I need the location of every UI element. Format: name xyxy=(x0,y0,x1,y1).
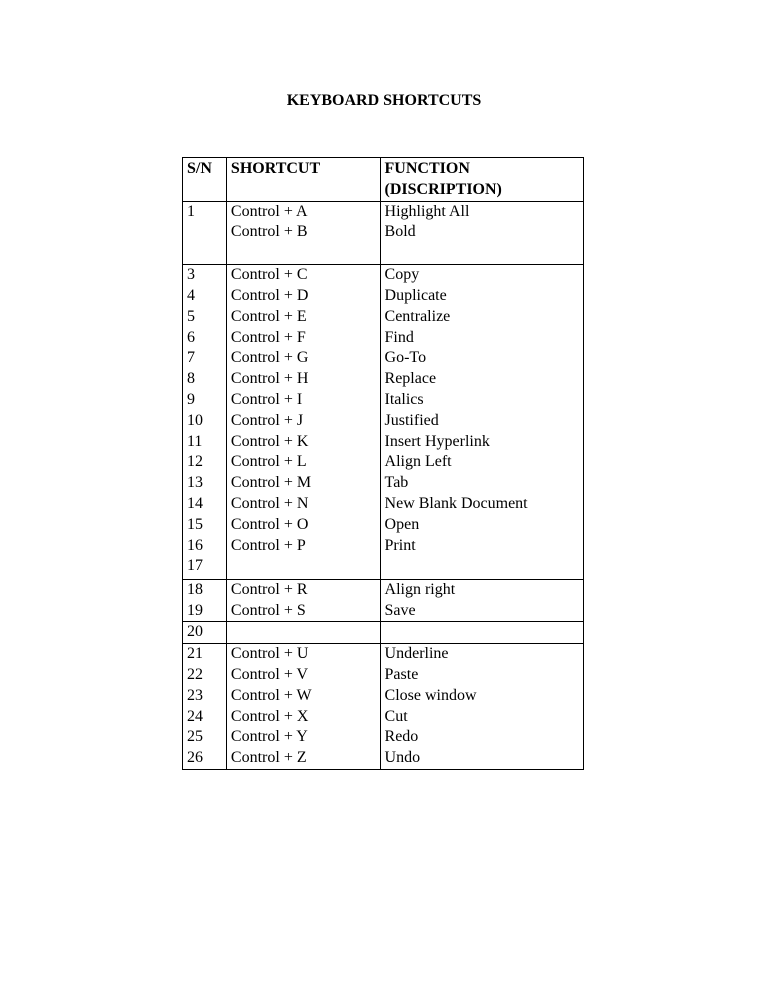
table-row xyxy=(183,601,584,622)
cell-shortcut: Control + K xyxy=(226,432,380,453)
cell-sn: 3 xyxy=(183,265,227,286)
cell-shortcut: Control + S xyxy=(226,601,380,622)
cell-sn: 21 xyxy=(183,644,227,665)
cell-sn: 23 xyxy=(183,686,227,707)
cell-sn: 6 xyxy=(183,328,227,349)
cell-function: Go-To xyxy=(380,348,583,369)
cell-sn: 26 xyxy=(183,748,227,769)
cell-shortcut: Control + I xyxy=(226,390,380,411)
cell-shortcut: Control + H xyxy=(226,369,380,390)
cell-function: Tab xyxy=(380,473,583,494)
table-row xyxy=(183,369,584,390)
cell-function: Find xyxy=(380,328,583,349)
cell-function: Duplicate xyxy=(380,286,583,307)
cell-function: Replace xyxy=(380,369,583,390)
table-row xyxy=(183,494,584,515)
cell-sn: 13 xyxy=(183,473,227,494)
header-sn: S/N xyxy=(183,158,227,202)
table-row xyxy=(183,686,584,707)
cell-shortcut xyxy=(226,622,380,644)
table-row xyxy=(183,328,584,349)
cell-function: Print xyxy=(380,536,583,557)
cell-function: Centralize xyxy=(380,307,583,328)
cell-function: New Blank Document xyxy=(380,494,583,515)
cell-sn: 11 xyxy=(183,432,227,453)
cell-sn: 22 xyxy=(183,665,227,686)
cell-function: Align right xyxy=(380,579,583,600)
cell-sn: 9 xyxy=(183,390,227,411)
cell-sn: 14 xyxy=(183,494,227,515)
cell-function: Italics xyxy=(380,390,583,411)
cell-function: Open xyxy=(380,515,583,536)
cell-shortcut: Control + W xyxy=(226,686,380,707)
cell-function: Redo xyxy=(380,727,583,748)
shortcut-table xyxy=(182,157,584,770)
table-row xyxy=(183,265,584,286)
cell-function: Copy xyxy=(380,265,583,286)
cell-sn: 16 xyxy=(183,536,227,557)
cell-shortcut: Control + A xyxy=(226,201,380,222)
table-row xyxy=(183,515,584,536)
cell-shortcut: Control + E xyxy=(226,307,380,328)
cell-shortcut: Control + O xyxy=(226,515,380,536)
header-function: FUNCTION (DISCRIPTION) xyxy=(380,158,583,202)
cell-sn: 25 xyxy=(183,727,227,748)
cell-shortcut: Control + X xyxy=(226,707,380,728)
cell-shortcut: Control + V xyxy=(226,665,380,686)
cell-function: Bold xyxy=(380,222,583,264)
table-row xyxy=(183,579,584,600)
table-row xyxy=(183,707,584,728)
cell-sn: 7 xyxy=(183,348,227,369)
cell-function: Underline xyxy=(380,644,583,665)
cell-shortcut: Control + U xyxy=(226,644,380,665)
table-row xyxy=(183,665,584,686)
cell-function xyxy=(380,622,583,644)
cell-function: Close window xyxy=(380,686,583,707)
cell-sn: 1 xyxy=(183,201,227,222)
cell-sn: 20 xyxy=(183,622,227,644)
table-row xyxy=(183,556,584,579)
table-row xyxy=(183,432,584,453)
table-row xyxy=(183,622,584,644)
table-row xyxy=(183,390,584,411)
cell-sn: 17 xyxy=(183,556,227,579)
cell-shortcut: Control + J xyxy=(226,411,380,432)
table-row xyxy=(183,348,584,369)
cell-shortcut: Control + Y xyxy=(226,727,380,748)
table-header-row xyxy=(183,158,584,202)
cell-sn: 4 xyxy=(183,286,227,307)
cell-sn: 5 xyxy=(183,307,227,328)
cell-shortcut: Control + M xyxy=(226,473,380,494)
cell-shortcut: Control + C xyxy=(226,265,380,286)
cell-sn: 10 xyxy=(183,411,227,432)
cell-function: Save xyxy=(380,601,583,622)
table-row xyxy=(183,473,584,494)
table-row xyxy=(183,452,584,473)
cell-sn: 8 xyxy=(183,369,227,390)
page-title: KEYBOARD SHORTCUTS xyxy=(286,92,482,109)
cell-shortcut: Control + Z xyxy=(226,748,380,769)
cell-sn xyxy=(183,222,227,264)
cell-function: Highlight All xyxy=(380,201,583,222)
cell-shortcut: Control + D xyxy=(226,286,380,307)
cell-sn: 19 xyxy=(183,601,227,622)
table-row xyxy=(183,201,584,222)
table-row xyxy=(183,411,584,432)
cell-shortcut: Control + B xyxy=(226,222,380,264)
cell-function: Cut xyxy=(380,707,583,728)
cell-sn: 18 xyxy=(183,579,227,600)
cell-shortcut: Control + N xyxy=(226,494,380,515)
cell-function: Justified xyxy=(380,411,583,432)
cell-sn: 24 xyxy=(183,707,227,728)
cell-shortcut: Control + R xyxy=(226,579,380,600)
cell-function: Align Left xyxy=(380,452,583,473)
table-row xyxy=(183,286,584,307)
table-row xyxy=(183,748,584,769)
cell-shortcut: Control + P xyxy=(226,536,380,557)
cell-shortcut xyxy=(226,556,380,579)
table-row xyxy=(183,727,584,748)
header-shortcut: SHORTCUT xyxy=(226,158,380,202)
cell-sn: 15 xyxy=(183,515,227,536)
cell-shortcut: Control + L xyxy=(226,452,380,473)
table-row xyxy=(183,536,584,557)
cell-function xyxy=(380,556,583,579)
cell-sn: 12 xyxy=(183,452,227,473)
cell-function: Undo xyxy=(380,748,583,769)
cell-function: Insert Hyperlink xyxy=(380,432,583,453)
table-row xyxy=(183,222,584,264)
cell-shortcut: Control + G xyxy=(226,348,380,369)
cell-function: Paste xyxy=(380,665,583,686)
table-row xyxy=(183,644,584,665)
cell-shortcut: Control + F xyxy=(226,328,380,349)
table-row xyxy=(183,307,584,328)
